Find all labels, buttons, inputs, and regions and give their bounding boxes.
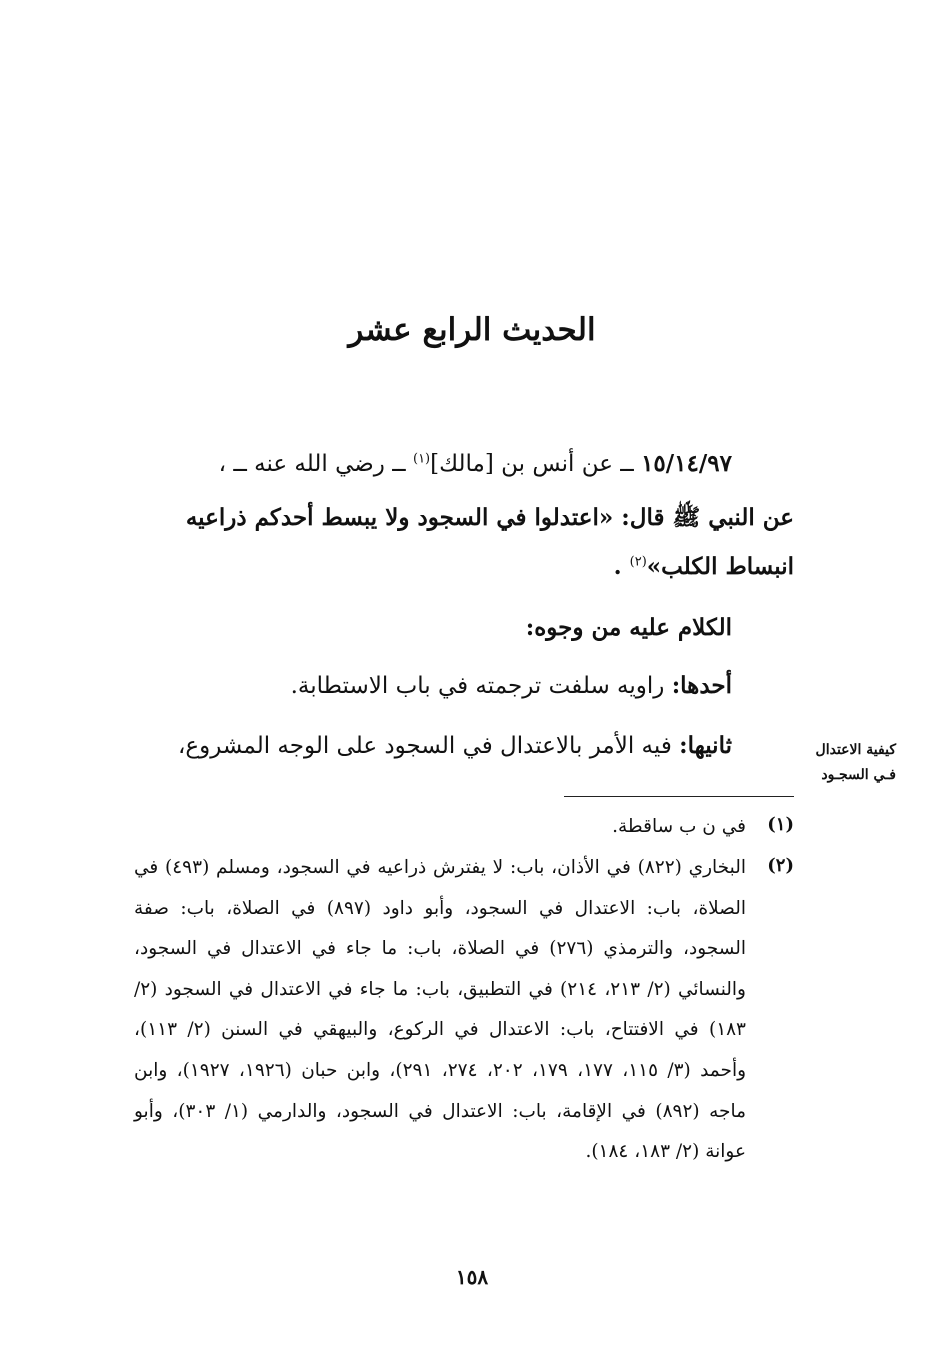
footnote-2-number: (٢) (767, 855, 794, 876)
point-2-text: فيه الأمر بالاعتدال في السجود على الوجه المشروع، (177, 733, 680, 759)
hadith-narrator: ــ عن أنس بن [مالك] (430, 451, 642, 477)
hadith-narrator-blessing: ــ رضي الله عنه ــ ، (218, 451, 413, 477)
page-number: ١٥٨ (455, 1265, 489, 1289)
hadith-period: . (613, 553, 630, 580)
hadith-number: ١٥/١٤/٩٧ (641, 450, 732, 477)
footnote-1-text: في ن ب ساقطة. (612, 816, 746, 837)
hadith-line-2: عن النبي ﷺ قال: «اعتدلوا في السجود ولا يبسط أحدكم ذراعيه (185, 504, 794, 531)
point-1-label: أحدها: (671, 672, 732, 699)
footnote-2-text: البخاري (٨٢٢) في الأذان، باب: لا يفترش ذراعيه في السجود، ومسلم (٤٩٣) في الصلاة، باب: الاعتدال في السجود، وأبو داود (٨٩٧) في الصلاة، باب: صفة السجود، والترمذي (٢٧٦) في الصلاة، باب: ما جاء في الاعتدال في السجود، والنسائي (٢/ ٢١٣، ٢١٤) في التطبيق، باب: ما جاء في الاعتدال في السجود (٢/ ١٨٣) في الافتتاح، باب: الاعتدال في الركوع، والبيهقي في السنن (٢/ ١١٣)، وأحمد (٣/ ١١٥، ١٧٧، ١٧٩، ٢٠٢، ٢٧٤، ٢٩١)، وابن حبان (١٩٢٦، ١٩٢٧)، وابن ماجه (٨٩٢) في الإقامة، باب: الاعتدال في السجود، والدارمي (١/ ٣٠٣)، وأبو عوانة (٢/ ١٨٣، ١٨٤). (134, 857, 747, 1163)
point-1-text: راويه سلفت ترجمته في باب الاستطابة. (290, 673, 672, 699)
discussion-point-1 (291, 672, 732, 699)
discussion-intro: الكلام عليه من وجوه: (525, 614, 732, 641)
footnote-ref-2[interactable]: (٢) (629, 554, 647, 570)
margin-note-line-2: فـي السجـود (821, 767, 896, 783)
chapter-title: الحديث الرابع عشر (348, 312, 596, 348)
discussion-point-2 (178, 732, 732, 759)
point-2-label: ثانيها: (679, 732, 732, 759)
hadith-line-1 (219, 450, 732, 477)
hadith-line-3 (614, 553, 794, 580)
hadith-text-end: انبساط الكلب» (646, 553, 794, 580)
footnote-ref-1[interactable]: (١) (412, 451, 431, 467)
footnote-1-number: (١) (767, 814, 794, 835)
margin-note (806, 738, 896, 788)
footnote-separator (564, 796, 794, 797)
margin-note-line-1: كيفية الاعتدال (815, 742, 896, 758)
